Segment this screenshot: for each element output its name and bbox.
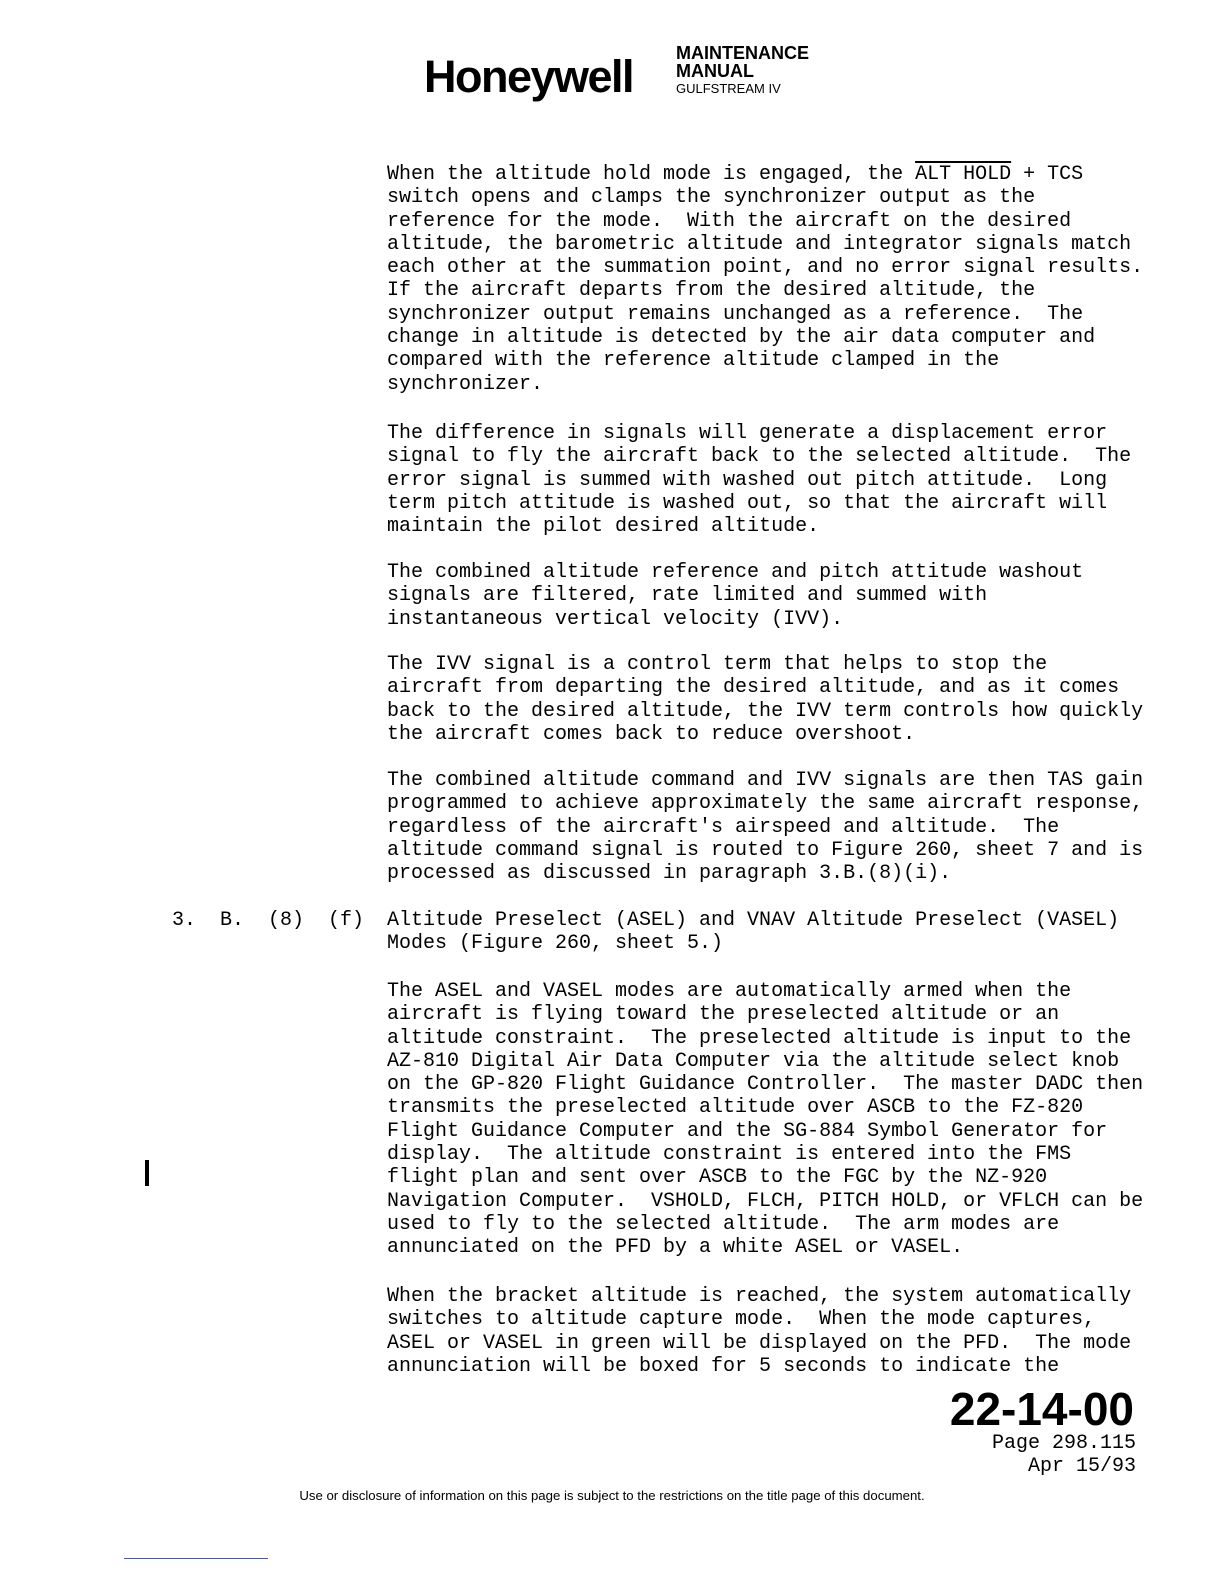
manual-title-block xyxy=(676,44,809,96)
page-header xyxy=(424,44,844,104)
paragraph-altitude-hold-line1-suffix: + TCS xyxy=(1011,163,1084,186)
paragraph-ivv-signal: The IVV signal is a control term that helps to stop the aircraft from departing the desired altitude, and as it comes back to the desired altitude, the IVV term controls how quickly the aircraft comes back to reduce overshoot. xyxy=(387,653,1144,746)
paragraph-altitude-washout: The combined altitude reference and pitch attitude washout signals are filtered, rate limited and summed with instantaneous vertical velocity (IVV). xyxy=(387,561,1084,631)
paragraph-altitude-capture: When the bracket altitude is reached, the system automatically switches to altitude capture mode. When the mode captures, ASEL or VASEL in green will be displayed on the PFD. The mode annunciation will be boxed for 5 seconds to indicate the xyxy=(387,1285,1132,1378)
paragraph-altitude-hold xyxy=(387,163,1143,396)
footnote-rule xyxy=(124,1558,268,1559)
disclosure-notice: Use or disclosure of information on this page is subject to the restrictions on the title page of this document. xyxy=(299,1488,925,1503)
page-number: Page 298.115 xyxy=(991,1432,1136,1455)
manual-line-manual: MANUAL xyxy=(676,61,754,81)
alt-hold-signal-name: ALT HOLD xyxy=(915,163,1012,186)
manual-line-maintenance: MAINTENANCE xyxy=(676,43,809,63)
chapter-section-code: 22-14-00 xyxy=(949,1383,1134,1435)
revision-change-bar xyxy=(145,1160,149,1186)
paragraph-displacement-error: The difference in signals will generate a displacement error signal to fly the aircraft back to the selected altitude. The error signal is summed with washed out pitch attitude. Long term pitch attitude is washed out, so that the aircraft will maintain the pilot desired altitude. xyxy=(387,422,1132,539)
paragraph-tas-gain: The combined altitude command and IVV signals are then TAS gain programmed to achieve approximately the same aircraft response, regardless of the aircraft's airspeed and altitude. The altitude command signal is routed to Figure 260, sheet 7 and is processed as discussed in paragraph 3.B.(8)(i). xyxy=(387,769,1144,886)
section-title: Altitude Preselect (ASEL) and VNAV Altitude Preselect (VASEL) Modes (Figure 260, sheet 5.) xyxy=(387,909,1120,956)
manual-line-aircraft: GULFSTREAM IV xyxy=(676,81,781,96)
section-number: 3. B. (8) (f) xyxy=(172,909,365,932)
revision-date: Apr 15/93 xyxy=(1027,1455,1136,1478)
honeywell-logo: Honeywell xyxy=(424,51,634,102)
paragraph-asel-vasel-armed: The ASEL and VASEL modes are automatically armed when the aircraft is flying toward the preselected altitude or an altitude constraint. The preselected altitude is input to the AZ-810 Digital Air Data Computer via the altitude select knob on the GP-820 Flight Guidance Controller. The master DADC then transmits the preselected altitude over ASCB to the FZ-820 Flight Guidance Computer and the SG-884 Symbol Generator for display. The altitude constraint is entered into the FMS flight plan and sent over ASCB to the FGC by the NZ-920 Navigation Computer. VSHOLD, FLCH, PITCH HOLD, or VFLCH can be used to fly to the selected altitude. The arm modes are annunciated on the PFD by a white ASEL or VASEL. xyxy=(387,980,1144,1260)
paragraph-altitude-hold-line1-prefix: When the altitude hold mode is engaged, the xyxy=(387,163,916,186)
paragraph-altitude-hold-rest: switch opens and clamps the synchronizer output as the reference for the mode. With the aircraft on the desired altitude, the barometric altitude and integrator signals match each other at the summation point, and no error signal results. If the aircraft departs from the desired altitude, the synchronizer output remains unchanged as a reference. The change in altitude is detected by the air data computer and compared with the reference altitude clamped in the synchronizer. xyxy=(387,186,1144,396)
